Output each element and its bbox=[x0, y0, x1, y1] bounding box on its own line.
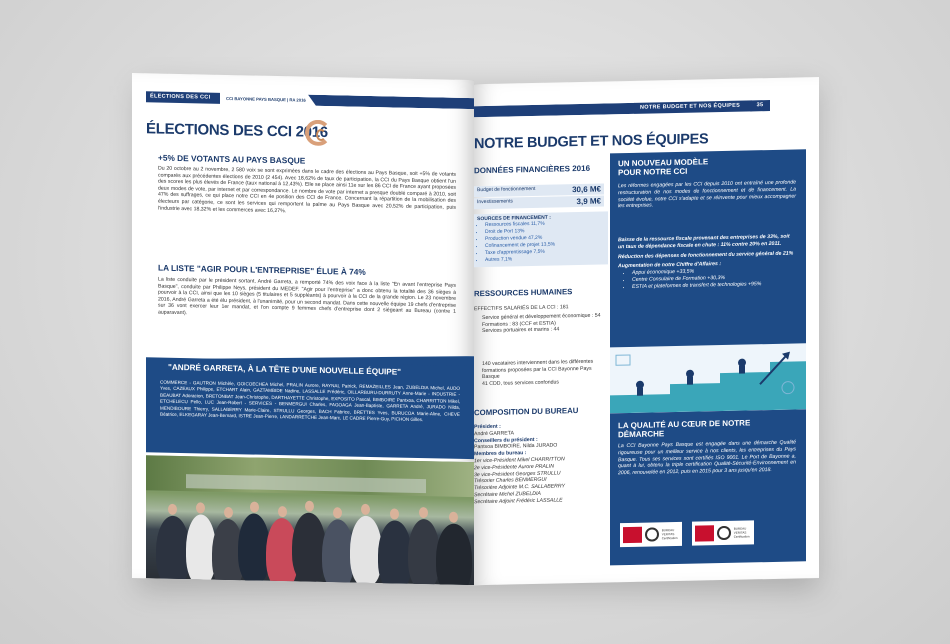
bureau-title: COMPOSITION DU BUREAU bbox=[474, 406, 579, 418]
page-number: 35 bbox=[750, 100, 770, 111]
business-illustration bbox=[610, 343, 806, 413]
list-item: 3e vice-Président Georges STRULLU bbox=[474, 469, 561, 478]
hr-list bbox=[474, 312, 608, 335]
right-header-section: NOTRE BUDGET ET NOS ÉQUIPES bbox=[634, 100, 752, 113]
left-header-section: ÉLECTIONS DES CCI bbox=[146, 91, 220, 104]
list-item: • Appui économique +33,5% bbox=[632, 267, 796, 277]
left-header-bar bbox=[308, 95, 474, 110]
list-item: • Autres 7,1% bbox=[485, 254, 605, 264]
list-item: • 41 CDD, tous services confondus bbox=[482, 378, 608, 387]
cci-logo bbox=[305, 120, 331, 147]
hr-list-2 bbox=[474, 358, 608, 387]
list-item: • 140 vacataires interviennent dans les différentes formations proposées par la CCI Bayonne Pays Basque bbox=[482, 358, 608, 380]
hr-title: RESSOURCES HUMAINES bbox=[474, 287, 573, 299]
hr-headcount: EFFECTIFS SALARIÉS DE LA CCI : 181 bbox=[474, 304, 569, 313]
iso-label-icon bbox=[695, 525, 714, 541]
paragraph-list: La liste conduite par le président sortant, André Garreta, a remporté 74% des voix face à la liste "En avant l'entreprise Pays Basque", conduite par Philippe Neys, président du MEDEF. "Agir pour l'entreprise" a donc obtenu la totalité des 36 sièges à pourvoir à la CCI, ainsi que les 10 sièges (5 titulaires et 5 suppléants) à pourvoir à la CCI de la grande région. Le 23 novembre 2016, André Garreta a été élu président, à l'unanimité, pour un second mandat. Dans cette nouvelle équipe 19 chefs d'entreprise sur 36 vont exercer leur 1er mandat, et l'on compte 9 femmes chefs d'entreprise dont 2 siégeant au Bureau (contre 1 auparavant). bbox=[158, 276, 456, 317]
list-item: • Cofinancement de projet 13,5% bbox=[485, 240, 605, 250]
list-item: • ESTIA et plateformes de transfert de technologies +95% bbox=[632, 280, 796, 290]
funding-list bbox=[477, 219, 605, 264]
model-title: UN NOUVEAU MODÈLE POUR NOTRE CCI bbox=[618, 157, 709, 178]
list-item: Trésorière Adjointe M.C. SALLABERRY bbox=[474, 483, 565, 492]
list-item: Président : bbox=[474, 423, 501, 431]
list-item: • Droit de Port 13% bbox=[485, 226, 605, 236]
team-photo bbox=[146, 455, 474, 585]
paragraph-voters: Du 20 octobre au 2 novembre, 2 580 voix se sont exprimées dans le cadre des élections au Pays Basque, soit +5% de votants comparés aux précédentes élections de 2010 (2 454). Avec 18,62% de taux de participation, la CCI du Pays Basque obtient l'un des scores les plus élevés de France (taux national à 12,43%). Elle se place ainsi 11e sur les 86 CCI de France ayant proposées deux modes de vote, par internet et par correspondance. Le nombre de vote par internet a presque doublé comparé à 2010, soit 47% des suffrages, ce qui place notre CCI en 4e position des CCI de France. Concernant la répartition de la mobilisation des électeurs par catégorie, ce sont les services qui remportent la palme au Pays Basque avec 20,52% de participation, puis l'industrie avec 18,32% et les commerces avec 16,27%. bbox=[158, 165, 456, 214]
financial-row: Budget de fonctionnement 30,6 M€ bbox=[474, 184, 604, 198]
list-item: • Production vendue 47,2% bbox=[485, 233, 605, 243]
list-item: Augmentation de notre Chiffre d'Affaires : bbox=[618, 261, 722, 270]
financial-row: Investissements 3,9 M€ bbox=[474, 196, 604, 210]
list-item: • Ressources fiscales 11,7% bbox=[485, 219, 605, 229]
list-item: • Formations : 83 (CCF et ESTIA) bbox=[482, 319, 608, 328]
list-item: • Service général et développement économique : 54 bbox=[482, 312, 608, 321]
list-item: Réduction des dépenses de fonctionnement du service général de 21% bbox=[618, 250, 794, 260]
model-points bbox=[618, 233, 796, 290]
page-title: ÉLECTIONS DES CCI 2016 bbox=[146, 120, 328, 142]
quality-title: LA QUALITÉ AU CŒUR DE NOTRE DÉMARCHE bbox=[618, 418, 751, 440]
left-header-pub: CCI BAYONNE PAYS BASQUE | RA 2016 bbox=[226, 95, 306, 103]
list-item: • Centre Consulaire de Formation +30,3% bbox=[632, 273, 796, 283]
bureau-list bbox=[474, 422, 604, 506]
funding-sources-title: SOURCES DE FINANCEMENT : bbox=[477, 214, 551, 223]
bureau-veritas-seal-icon bbox=[717, 526, 731, 540]
right-title: NOTRE BUDGET ET NOS ÉQUIPES bbox=[474, 131, 709, 153]
subtitle-voters: +5% DE VOTANTS AU PAYS BASQUE bbox=[158, 152, 306, 166]
list-item: • Taxe d'apprentissage 7,5% bbox=[485, 247, 605, 257]
list-item: Membres du bureau : bbox=[474, 450, 527, 458]
list-item: • Services portuaires et marins : 44 bbox=[482, 326, 608, 335]
certification-badge: BUREAU VERITAS Certification bbox=[620, 522, 682, 547]
left-page bbox=[132, 73, 474, 585]
bureau-veritas-seal-icon bbox=[645, 527, 659, 541]
right-header-bar bbox=[474, 103, 634, 117]
quality-text: La CCI Bayonne Pays Basque est engagée dans une démarche Qualité rigoureuse pour un meilleur service à nos clients, les entreprises du Pays Basque. Tous ses services sont certifiés ISO 9001. Le Port de Bayonne a, quant à lui, obtenu la triple certification Qualité-Sécurité-Environnement en 2006, renouvelée en 2012, puis en 2015 pour 3 ans jusqu'en 2018. bbox=[618, 439, 796, 477]
list-item: Baisse de la ressource fiscale provenant des entreprises de 33%, soit un taux de dépendance fiscale en chute : 11% contre 20% en 2011. bbox=[618, 233, 790, 251]
illustration bbox=[610, 343, 806, 413]
subtitle-list: LA LISTE "AGIR POUR L'ENTREPRISE" ÉLUE À 74% bbox=[158, 262, 366, 277]
list-item: Pantxoa BIMBOIRE, Nilda JURADO bbox=[474, 442, 558, 451]
team-banner bbox=[146, 357, 474, 459]
list-item: Conseillers du président : bbox=[474, 436, 538, 444]
list-item: Secrétaire Adjoint Frédéric LASSALLE bbox=[474, 497, 563, 505]
funding-sources bbox=[474, 211, 608, 267]
model-sublist bbox=[618, 267, 796, 291]
model-panel bbox=[610, 149, 806, 565]
iso-label-icon bbox=[623, 527, 642, 543]
certification-badge: BUREAU VERITAS Certification bbox=[692, 520, 754, 545]
list-item: Trésorier Charles BENMERGUI bbox=[474, 477, 547, 485]
right-page bbox=[474, 77, 819, 585]
model-text: Les réformes engagées par les CCI depuis 2010 ont entraîné une profonde restructuration de nos modes de fonctionnement et de financement. La société évolue, notre CCI s'adapte et se réinvente pour mieux accompagner les entreprises. bbox=[618, 179, 796, 210]
financial-title: DONNÉES FINANCIÈRES 2016 bbox=[474, 163, 591, 176]
list-item: Secrétaire Michel ZUBELDIA bbox=[474, 490, 541, 499]
list-item: 2e vice-Présidente Aurore PRALIN bbox=[474, 463, 554, 472]
list-item: André GARRETA bbox=[474, 430, 514, 438]
list-item: 1er vice-Président Mikel CHARRITTON bbox=[474, 456, 565, 465]
team-banner-title: "ANDRÉ GARRETA, À LA TÊTE D'UNE NOUVELLE ÉQUIPE" bbox=[168, 362, 402, 377]
team-banner-text: COMMERCE - GAUTRON Michèle, GOICOECHEA Michel, PRALIN Aurore, RAYNAL Patrick, REMAZEILLES Jean, ZUBELDIA Michel, AUDO Yves, CAZEAUX Philippe, ETCHART Alain, GAZTAMBIDE Nadine, LASSALLE Frédéric, OILLARBURU-DURRUTY Anne-Marie - INDUSTRIE - BEAUBAT Adoracion, BRETONBAT Jean-Christophe, DARTHAYETTE Christophe, EXPOSITO Pascal, BIMBOIRE Pantxoa, CHARRITTON Mikel, ETCHELECU Pello, LUC Jean-Robert - SERVICES - BENMERGUI Charles, FAGOAGA Jean-Baptiste, GARRETA André, JURADO Nilda, MENDIBOURE Thierry, SALLABERRY Marie-Claire, STRULLU Georges, BACH Fabrice, BRETTES Yves, BURUCOA Marie-Aline, CHEVE Béatrice, ELKEGARAY Jean-Bernard, ISTRE Jean-Pierre, LANDARRETCHE Jean-Marc, LE CADRE Pierre-Guy, PICHON Gilles. bbox=[160, 379, 460, 423]
financial-table bbox=[474, 184, 604, 210]
